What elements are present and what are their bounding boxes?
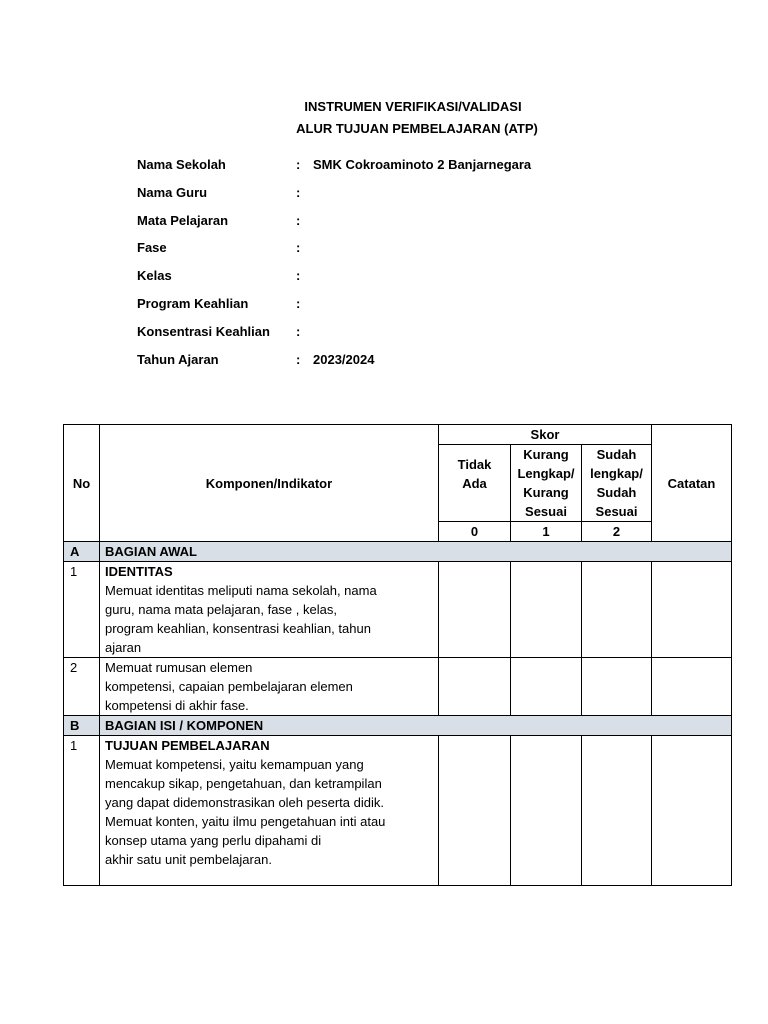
header-indicator: Komponen/Indikator (100, 425, 439, 542)
info-colon: : (296, 324, 301, 339)
score-value-0: 0 (439, 522, 511, 542)
info-label: Mata Pelajaran (137, 213, 229, 228)
item-text: Memuat kompetensi, yaitu kemampuan yang mencakup sikap, pengetahuan, dan ketrampilan yang dapat didemonstrasikan oleh peserta didik. Memuat konten, yaitu ilmu pengetahuan inti atau konsep utama yang perlu dipahami di akhir satu unit pembelajaran. (105, 757, 386, 867)
section-title: BAGIAN ISI / KOMPONEN (100, 716, 732, 736)
info-label: Program Keahlian (137, 296, 249, 311)
score-cell-2[interactable] (582, 562, 652, 658)
item-text: Memuat rumusan elemen kompetensi, capaian pembelajaran elemen kompetensi di akhir fase. (105, 660, 353, 713)
section-code: A (64, 542, 100, 562)
item-text: Memuat identitas meliputi nama sekolah, nama guru, nama mata pelajaran, fase , kelas, program keahlian, konsentrasi keahlian, tahun ajaran (105, 583, 377, 655)
notes-cell[interactable] (652, 736, 732, 886)
score-cell-2[interactable] (582, 736, 652, 886)
item-no: 2 (64, 658, 100, 716)
info-label: Nama Sekolah (137, 157, 226, 172)
info-colon: : (296, 213, 301, 228)
score-cell-1[interactable] (511, 658, 582, 716)
header-score-none: Tidak Ada (439, 445, 511, 522)
header-score-incomplete: Kurang Lengkap/ Kurang Sesuai (511, 445, 582, 522)
score-value-2: 2 (582, 522, 652, 542)
info-colon: : (296, 240, 301, 255)
info-label: Kelas (137, 268, 172, 283)
document-subtitle: ALUR TUJUAN PEMBELAJARAN (ATP) (296, 121, 538, 136)
section-title: BAGIAN AWAL (100, 542, 732, 562)
score-cell-1[interactable] (511, 562, 582, 658)
info-colon: : (296, 296, 301, 311)
item-title: TUJUAN PEMBELAJARAN (105, 738, 270, 753)
item-content (100, 736, 439, 886)
info-value: 2023/2024 (313, 352, 375, 367)
header-score-complete: Sudah lengkap/ Sudah Sesuai (582, 445, 652, 522)
notes-cell[interactable] (652, 658, 732, 716)
item-title: IDENTITAS (105, 564, 173, 579)
score-value-1: 1 (511, 522, 582, 542)
score-cell-2[interactable] (582, 658, 652, 716)
header-score: Skor (439, 425, 652, 445)
info-value: SMK Cokroaminoto 2 Banjarnegara (313, 157, 532, 172)
header-notes: Catatan (652, 425, 732, 542)
table-row (64, 736, 732, 886)
info-colon: : (296, 268, 301, 283)
item-no: 1 (64, 562, 100, 658)
info-colon: : (296, 352, 301, 367)
score-cell-1[interactable] (511, 736, 582, 886)
header-no: No (64, 425, 100, 542)
section-row (64, 542, 732, 562)
section-row (64, 716, 732, 736)
item-content (100, 658, 439, 716)
score-cell-0[interactable] (439, 562, 511, 658)
info-label: Fase (137, 240, 167, 255)
section-code: B (64, 716, 100, 736)
info-label: Tahun Ajaran (137, 352, 219, 367)
info-colon: : (296, 185, 301, 200)
info-label: Nama Guru (137, 185, 208, 200)
table-row (64, 562, 732, 658)
score-cell-0[interactable] (439, 736, 511, 886)
item-content (100, 562, 439, 658)
score-cell-0[interactable] (439, 658, 511, 716)
info-label: Konsentrasi Keahlian (137, 324, 270, 339)
document-title: INSTRUMEN VERIFIKASI/VALIDASI (304, 99, 522, 114)
info-colon: : (296, 157, 301, 172)
item-no: 1 (64, 736, 100, 886)
table-row (64, 658, 732, 716)
notes-cell[interactable] (652, 562, 732, 658)
verification-table (63, 424, 732, 886)
